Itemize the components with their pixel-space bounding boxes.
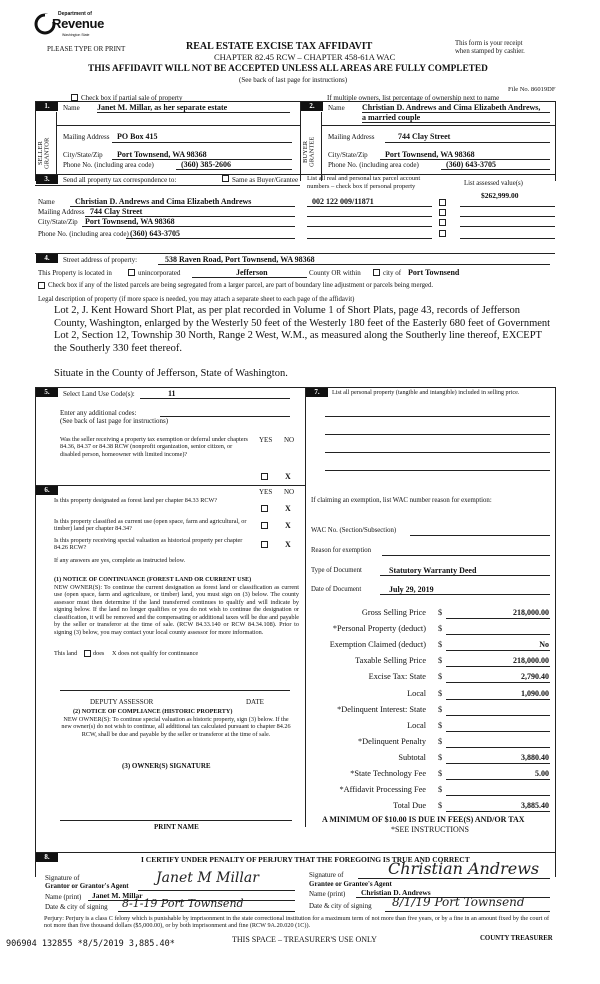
treasurer-space: THIS SPACE – TREASURER'S USE ONLY [232,935,377,944]
fee-currency: $ [438,705,443,714]
sec7-exemption: If claiming an exemption, list WAC number reason for exemption: [311,497,492,504]
grantor-signature[interactable]: Janet M Millar [156,870,259,886]
buyer-side-label: BUYER GRANTEE [302,136,316,168]
sec3-assessed[interactable]: $262,999.00 [481,191,519,200]
sec6-q1-yes-checkbox[interactable] [261,505,268,512]
fee-label: *Personal Property (deduct) [332,624,426,633]
sec6-q3-yes-checkbox[interactable] [261,541,268,548]
fee-currency: $ [438,721,443,730]
sec7-personal: List all personal property (tangible and intangible) included in selling price. [332,389,520,396]
fee-value[interactable]: 2,790.40 [521,672,549,681]
form-see-back: (See back of last page for instructions) [239,76,348,84]
does-qualify-checkbox[interactable] [84,650,91,657]
within-city-checkbox[interactable] [373,269,380,276]
sec6-q3-no[interactable]: X [285,540,291,549]
fee-value[interactable]: No [539,640,549,649]
segregated-checkbox[interactable] [38,282,45,289]
sec5-yes-checkbox[interactable] [261,473,268,480]
sec6-does-not: X does not qualify for continuance [112,650,199,657]
sec4-street[interactable]: 538 Raven Road, Port Townsend, WA 98368 [165,255,315,264]
fee-underline [446,715,550,716]
buyer-name-2[interactable]: a married couple [362,113,550,123]
sec8-grantor-name[interactable]: Janet M. Millar [92,891,143,900]
sec7-doc-date-label: Date of Document [311,586,362,593]
sec6-notice1-text: NEW OWNER(S): To continue the current designation as forest land or classification as current use (open space, farm and agriculture, or timber) land, you must sign on (3) below. The county assessor must then determine if the land transferred continues to qualify and will indicate by signing below. If the land no longer qualifies or you do not wish to continue the designation or classification, it will be removed and the compensating or additional taxes will be due and payable by the seller or transferor at the time of sale. (RCW 84.33.140 or RCW 84.34.108). Prior to signing (3) below, you may contact your local county assessor for more information. [54,584,299,636]
sec4-county[interactable]: Jefferson [236,268,268,277]
fee-currency: $ [438,656,443,665]
fee-label: *Affidavit Processing Fee [339,785,426,794]
section-1-number: 1. [36,102,58,111]
sec8-certify: I CERTIFY UNDER PENALTY OF PERJURY THAT THE FOREGOING IS TRUE AND CORRECT [141,855,470,864]
fee-currency: $ [438,624,443,633]
sec4-legal-label: Legal description of property (if more space is needed, you may attach a separate sheet to each page of the affidavit) [38,296,355,303]
grantee-signature[interactable]: Christian Andrews [388,859,540,878]
sec3-name[interactable]: Christian D. Andrews and Cima Elizabeth Andrews [75,197,252,206]
logo-dept: Department of [58,11,92,17]
fee-underline [446,634,550,635]
sec8-grantor-agent: Grantor or Grantor's Agent [45,882,129,890]
fee-currency: $ [438,689,443,698]
sec8-grantor-date-label: Date & city of signing [45,903,108,911]
fee-label: Exemption Claimed (deduct) [329,640,426,649]
fee-underline [446,779,550,780]
sec3-list-label-1: List all real and personal tax parcel account [307,175,421,182]
fee-currency: $ [438,737,443,746]
seller-name[interactable]: Janet M. Millar, as her separate estate [97,103,290,113]
fee-underline [446,731,550,732]
parcel-4-personal-checkbox[interactable] [439,230,446,237]
seller-name-label: Name [63,104,80,112]
fee-underline [446,666,550,667]
fee-minimum: A MINIMUM OF $10.00 IS DUE IN FEE(S) AND/OR TAX [322,815,525,824]
sec6-this-land: This land [54,650,78,657]
sec3-same-label: Same as Buyer/Grantee [232,176,299,184]
fee-currency: $ [438,801,443,810]
sec4-legal[interactable]: Lot 2, J. Kent Howard Short Plat, as per plat recorded in Volume 1 of Short Plats, page 43, records of Jefferson County, Washington, enlarged by the Westerly 50 feet of the Westerly 180 feet of the Easterly 680 feet of Government Lot 2, Section 12, Township 30 North, Range 2 West, W.M., as measured along the Southerly line thereof, EXCEPT the Southerly 330 feet thereof. [54,305,551,354]
form-warning: THIS AFFIDAVIT WILL NOT BE ACCEPTED UNLESS ALL AREAS ARE FULLY COMPLETED [88,64,488,74]
sec7-doc-type[interactable]: Statutory Warranty Deed [389,566,477,575]
buyer-mailing[interactable]: 744 Clay Street [398,132,451,141]
fee-see-instructions: *SEE INSTRUCTIONS [391,825,470,834]
fee-underline [446,699,550,700]
form-chapter: CHAPTER 82.45 RCW – CHAPTER 458-61A WAC [214,52,396,62]
sec6-yes: YES [259,488,273,496]
sec5-land-use-label: Select Land Use Code(s): [63,390,135,398]
sec6-q3: Is this property receiving special valuation as historical property per chapter 84.26 RCW? [54,537,243,552]
fee-value[interactable]: 3,880.40 [521,753,549,762]
sec6-q2: Is this property classified as current use (open space, farm and agricultural, or timber) land per chapter 84.34? [54,518,247,533]
fee-label: Excise Tax: State [368,672,426,681]
fee-label: Subtotal [398,753,426,762]
parcel-2-personal-checkbox[interactable] [439,209,446,216]
fee-label: Gross Selling Price [361,608,426,617]
sec4-unincorporated: unincorporated [138,269,181,277]
partial-sale-label: Check box if partial sale of property [81,94,183,102]
sec8-grantor-date[interactable]: 8-1-19 Port Townsend [122,897,244,910]
sec6-deputy: DEPUTY ASSESSOR [90,698,154,706]
sec8-perjury: Perjury: Perjury is a class C felony which is punishable by imprisonment in the state correctional institution for a maximum term of not more than five years, or by a fine in an amount fixed by the court of not more than five thousand dollars ($5,000.00), or by both imprisonment and fine (RCW 9A.20.020 (1C)). [44,915,550,930]
section-6-number: 6. [36,486,58,495]
sec8-grantor-name-label: Name (print) [45,893,82,901]
sec5-see-back: (See back of last page for instructions) [60,417,169,425]
sec3-mailing[interactable]: 744 Clay Street [90,207,143,216]
sec3-assessed-label: List assessed value(s) [464,180,523,187]
logo-state: Washington State [62,33,90,37]
fee-currency: $ [438,769,443,778]
file-no: File No. 86019DF [508,86,556,93]
fee-underline [446,763,550,764]
seller-city[interactable]: Port Townsend, WA 98368 [117,150,207,159]
sec4-located-label: This Property is located in [38,269,112,277]
sec4-county-or: County OR within [309,269,361,277]
fee-currency: $ [438,640,443,649]
sec8-grantee-date[interactable]: 8/1/19 Port Townsend [392,895,525,909]
fee-label: Total Due [393,801,426,810]
fee-label: Local [407,721,426,730]
buyer-mailing-label: Mailing Address [328,133,375,141]
sec8-sig-of-grantee: Signature of [309,871,344,879]
sec7-wac: WAC No. (Section/Subsection) [311,527,397,534]
buyer-name-label: Name [328,104,345,112]
sec6-does: does [93,650,105,657]
buyer-name-1[interactable]: Christian D. Andrews and Cima Elizabeth Andrews, [362,103,550,113]
county-treasurer: COUNTY TREASURER [480,935,553,942]
sec5-no: NO [284,436,295,444]
sec7-reason: Reason for exemption [311,547,372,554]
seller-side-label: SELLER GRANTOR [37,137,51,169]
sec6-no: NO [284,488,295,496]
sec6-q1-no[interactable]: X [285,504,291,513]
sec3-name-label: Name [38,198,55,206]
fee-underline [446,747,550,748]
dor-logo [34,12,104,40]
sec6-date: DATE [246,698,264,706]
form-title: REAL ESTATE EXCISE TAX AFFIDAVIT [186,41,373,52]
fee-value[interactable]: 1,090.00 [521,689,549,698]
sec3-phone[interactable]: (360) 643-3705 [130,229,180,238]
sec3-phone-label: Phone No. (including area code) [38,230,129,238]
partial-sale-checkbox[interactable] [71,94,78,101]
seller-mailing[interactable]: PO Box 415 [117,132,158,141]
sec5-additional: Enter any additional codes: [60,409,137,417]
sec8-grantee-agent: Grantee or Grantee's Agent [309,880,392,888]
parcel-1-personal-checkbox[interactable] [439,199,446,206]
fee-underline [446,682,550,683]
sec5-land-use[interactable]: 11 [168,389,176,398]
fee-currency: $ [438,753,443,762]
parcel-3-personal-checkbox[interactable] [439,219,446,226]
fee-underline [446,795,550,796]
buyer-phone[interactable]: (360) 643-3705 [446,160,496,169]
treasurer-stamp: 906904 132855 *8/5/2019 3,885.40* [6,939,175,949]
sec5-yes: YES [259,436,273,444]
buyer-city[interactable]: Port Townsend, WA 98368 [385,150,475,159]
unincorporated-checkbox[interactable] [128,269,135,276]
fee-currency: $ [438,785,443,794]
same-as-buyer-checkbox[interactable] [222,175,229,182]
fee-value[interactable]: 5.00 [535,769,549,778]
fee-value[interactable]: 218,000.00 [513,656,549,665]
seller-phone-label: Phone No. (including area code) [63,161,154,169]
fee-value[interactable]: 3,885.40 [521,801,549,810]
fee-underline [446,811,550,812]
fee-currency: $ [438,608,443,617]
seller-phone[interactable]: (360) 385-2606 [181,160,231,169]
sec4-street-label: Street address of property: [63,256,138,264]
sec6-notice1-title: (1) NOTICE OF CONTINUANCE (FOREST LAND OR CURRENT USE) [54,576,252,583]
sec4-city[interactable]: Port Townsend [408,268,460,277]
logo-brand: Revenue [52,16,105,31]
sec3-city-label: City/State/Zip [38,218,78,226]
sec6-q2-yes-checkbox[interactable] [261,522,268,529]
section-8-number: 8. [36,853,58,862]
sec7-doc-type-label: Type of Document [311,567,362,574]
sec6-owner-sig: (3) OWNER(S) SIGNATURE [122,762,211,770]
sec6-print-name: PRINT NAME [154,823,199,831]
sec3-mailing-label: Mailing Address [38,208,85,216]
multiple-owners-label: If multiple owners, list percentage of ownership next to name [327,94,500,102]
seller-city-label: City/State/Zip [63,151,103,159]
sec6-q1: Is this property designated as forest land per chapter 84.33 RCW? [54,497,218,504]
receipt-note-1: This form is your receipt [455,40,523,47]
please-type: PLEASE TYPE OR PRINT [47,45,126,53]
section-2-number: 2. [301,102,323,111]
sec5-question: Was the seller receiving a property tax exemption or deferral under chapters 84.36, 84.37 or 84.38 RCW (nonprofit organization, senior citizen, or disabled person, homeowner with limited income)? [60,436,248,458]
sec3-parcel[interactable]: 002 122 009/11871 [312,197,374,206]
fee-label: *Delinquent Interest: State [337,705,426,714]
receipt-note-2: when stamped by cashier. [455,48,525,55]
sec4-segregated: Check box if any of the listed parcels are being segregated from a larger parcel, are part of boundary line adjustment or parcels being merged. [48,282,434,289]
sec3-list-label-2: numbers – check box if personal property [307,183,416,190]
section-3-number: 3. [36,175,58,184]
fee-label: *State Technology Fee [350,769,426,778]
sec6-notice2-text: NEW OWNER(S): To continue special valuation as historic property, sign (3) below. If the new owner(s) do not wish to continue, all additional tax calculated pursuant to chapter 84.26 RCW, shall be due and payable by the seller or transferor at the time of sale. [61,716,291,738]
sec4-city-label: city of [383,269,402,277]
sec8-sig-of-grantor: Signature of [45,874,80,882]
sec5-no-answer[interactable]: X [285,472,291,481]
section-4-number: 4. [36,254,58,263]
sec6-q2-no[interactable]: X [285,521,291,530]
sec6-if-yes: If any answers are yes, complete as instructed below. [54,557,186,564]
sec8-grantee-date-label: Date & city of signing [309,902,372,910]
seller-mailing-label: Mailing Address [63,133,110,141]
sec6-notice2-title: (2) NOTICE OF COMPLIANCE (HISTORIC PROPERTY) [73,708,233,715]
fee-label: Local [407,689,426,698]
sec4-situate[interactable]: Situate in the County of Jefferson, State of Washington. [54,368,288,379]
fee-underline [446,650,550,651]
buyer-city-label: City/State/Zip [328,151,368,159]
buyer-phone-label: Phone No. (including area code) [328,161,419,169]
sec7-doc-date[interactable]: July 29, 2019 [389,585,434,594]
sec8-grantee-name[interactable]: Christian D. Andrews [361,888,431,897]
sec3-send-label: Send all property tax correspondence to: [63,176,177,184]
sec8-grantee-name-label: Name (print) [309,890,346,898]
fee-label: *Delinquent Penalty [358,737,426,746]
fee-underline [446,618,550,619]
section-5-number: 5. [36,388,58,397]
fee-value[interactable]: 218,000.00 [513,608,549,617]
sec3-city[interactable]: Port Townsend, WA 98368 [85,217,175,226]
section-7-number: 7. [306,388,328,397]
fee-currency: $ [438,672,443,681]
fee-label: Taxable Selling Price [355,656,426,665]
